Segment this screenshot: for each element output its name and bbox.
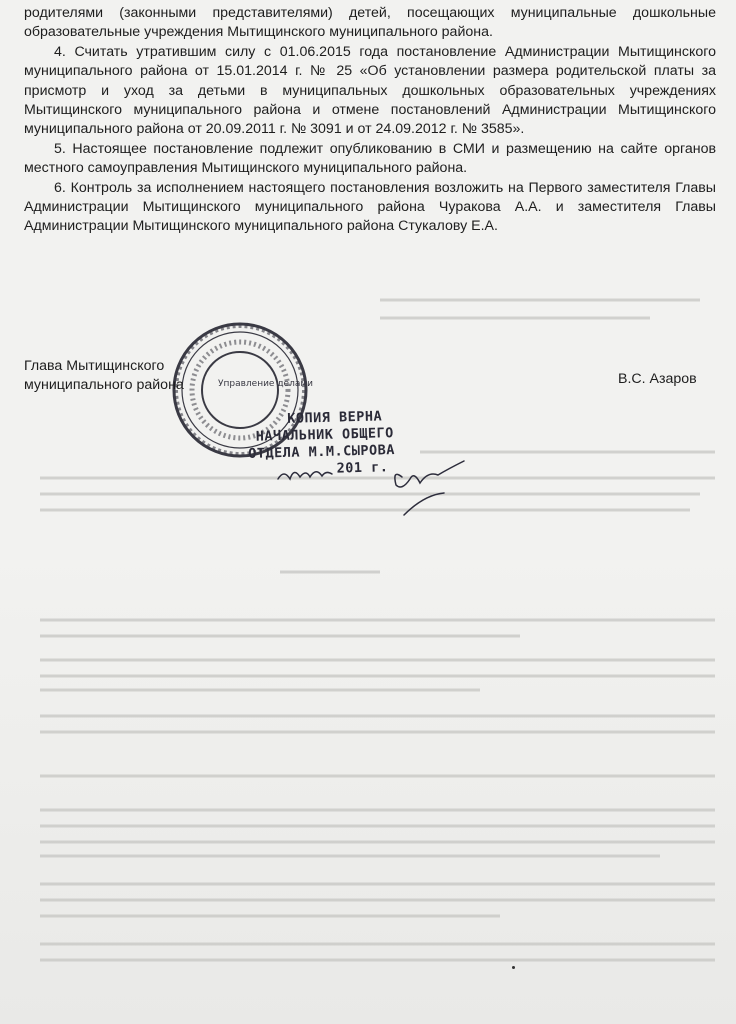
stamp-line-1: КОПИЯ ВЕРНА	[287, 408, 383, 427]
signatory-title	[24, 357, 184, 395]
stamp-line-3: ОТДЕЛА М.М.СЫРОВА	[248, 442, 396, 462]
signatory-title-line-2: муниципального района	[24, 377, 184, 393]
paragraph-5: 5. Настоящее постановление подлежит опубликованию в СМИ и размещению на сайте органов местного самоуправления Мытищинского муниципального района.	[24, 140, 716, 177]
document-body	[24, 4, 716, 237]
stamp-line-2: НАЧАЛЬНИК ОБЩЕГО	[255, 425, 394, 445]
stamp-date: 201 г.	[336, 459, 389, 477]
paragraph-continuation: родителями (законными представителями) детей, посещающих муниципальные дошкольные образовательные учреждения Мытищинского муниципального района.	[24, 5, 716, 41]
signatory-name: В.С. Азаров	[618, 371, 697, 387]
seal-inner-text: Управление делами	[218, 379, 313, 389]
handwritten-signature	[270, 455, 500, 535]
signatory-title-line-1: Глава Мытищинского	[24, 358, 165, 374]
paragraph-4: 4. Считать утратившим силу с 01.06.2015 года постановление Администрации Мытищинского муниципального района от 15.01.2014 г. № 25 «Об установлении размера родительской платы за присмотр и уход за детьми в муниципальных дошкольных образовательных учреждениях Мытищинского муниципального района и отмене постановлений Администрации Мытищинского муниципального района от 20.09.2011 г. № 3091 и от 24.09.2012 г. № 3585».	[24, 43, 716, 138]
paragraph-6: 6. Контроль за исполнением настоящего постановления возложить на Первого заместителя Главы Администрации Мытищинского муниципального района Чуракова А.А. и заместителя Главы Администрации Мытищинского муниципального района Стукалову Е.А.	[24, 179, 716, 235]
scan-speck	[512, 966, 515, 969]
